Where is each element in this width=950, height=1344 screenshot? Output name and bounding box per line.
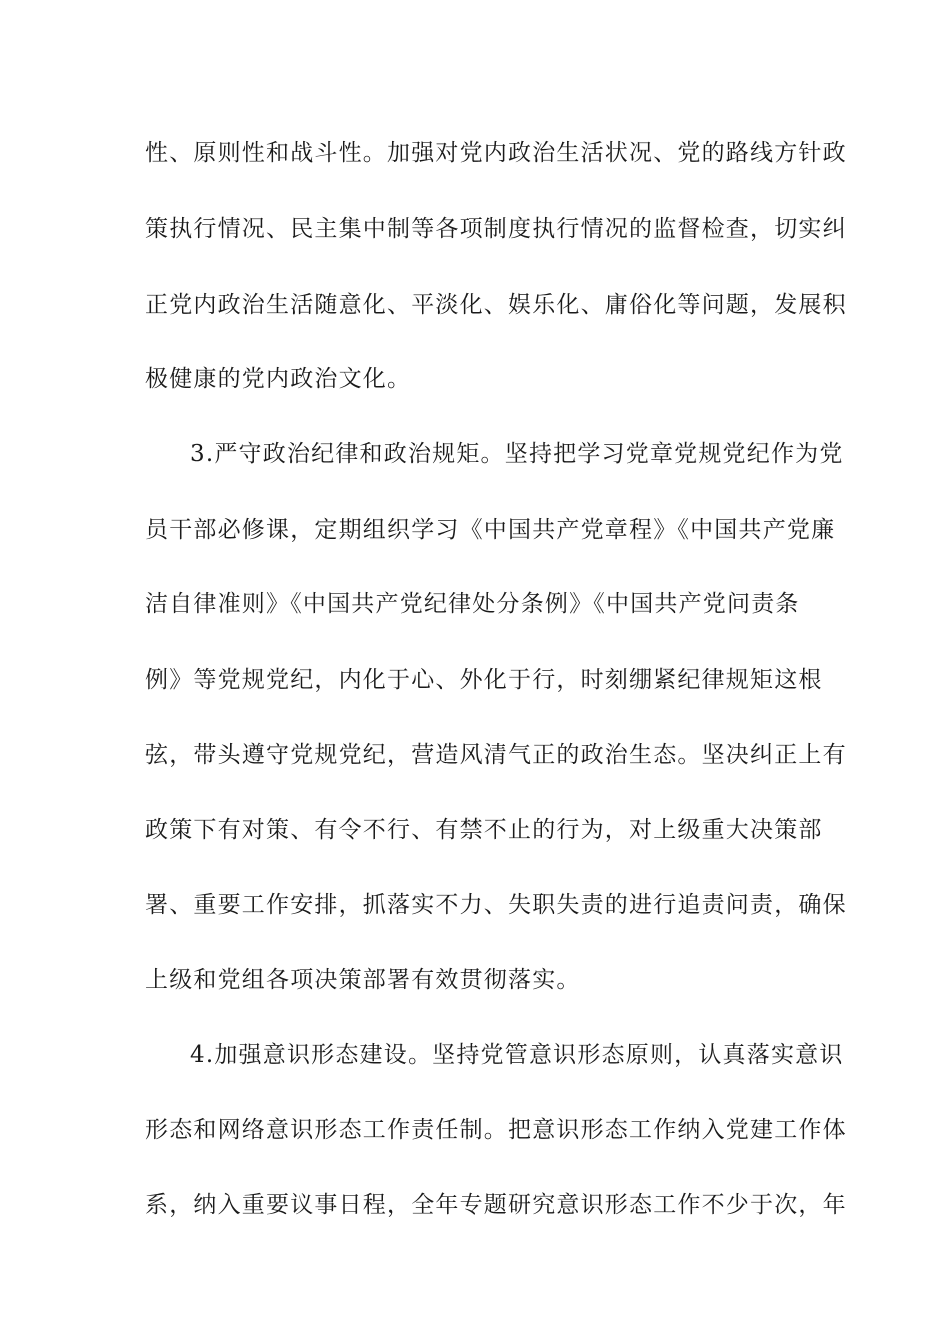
text-line-4: 极健康的党内政治文化。 xyxy=(145,366,412,392)
text-line-8: 例》等党规党纪，内化于心、外化于行，时刻绷紧纪律规矩这根 xyxy=(145,667,823,693)
text-line-11: 署、重要工作安排，抓落实不力、失职失责的进行追责问责，确保 xyxy=(145,892,847,918)
text-line-12: 上级和党组各项决策部署有效贯彻落实。 xyxy=(145,967,581,993)
text-line-10: 政策下有对策、有令不行、有禁不止的行为，对上级重大决策部 xyxy=(145,817,823,843)
text-line-2: 策执行情况、民主集中制等各项制度执行情况的监督检查，切实纠 xyxy=(145,216,847,242)
text-line-3: 正党内政治生活随意化、平淡化、娱乐化、庸俗化等问题，发展积 xyxy=(145,292,847,318)
text-line-1: 性、原则性和战斗性。加强对党内政治生活状况、党的路线方针政 xyxy=(145,140,847,166)
text-line-14: 形态和网络意识形态工作责任制。把意识形态工作纳入党建工作体 xyxy=(145,1117,847,1143)
text-line-9: 弦，带头遵守党规党纪，营造风清气正的政治生态。坚决纠正上有 xyxy=(145,742,847,768)
text-line-5: 3.严守政治纪律和政治规矩。坚持把学习党章党规党纪作为党 xyxy=(190,441,844,467)
text-line-15: 系，纳入重要议事日程，全年专题研究意识形态工作不少于次，年 xyxy=(145,1192,847,1218)
text-line-7: 洁自律准则》《中国共产党纪律处分条例》《中国共产党问责条 xyxy=(145,591,800,617)
text-line-13: 4.加强意识形态建设。坚持党管意识形态原则，认真落实意识 xyxy=(190,1042,844,1068)
text-line-6: 员干部必修课，定期组织学习《中国共产党章程》《中国共产党廉 xyxy=(145,517,836,543)
